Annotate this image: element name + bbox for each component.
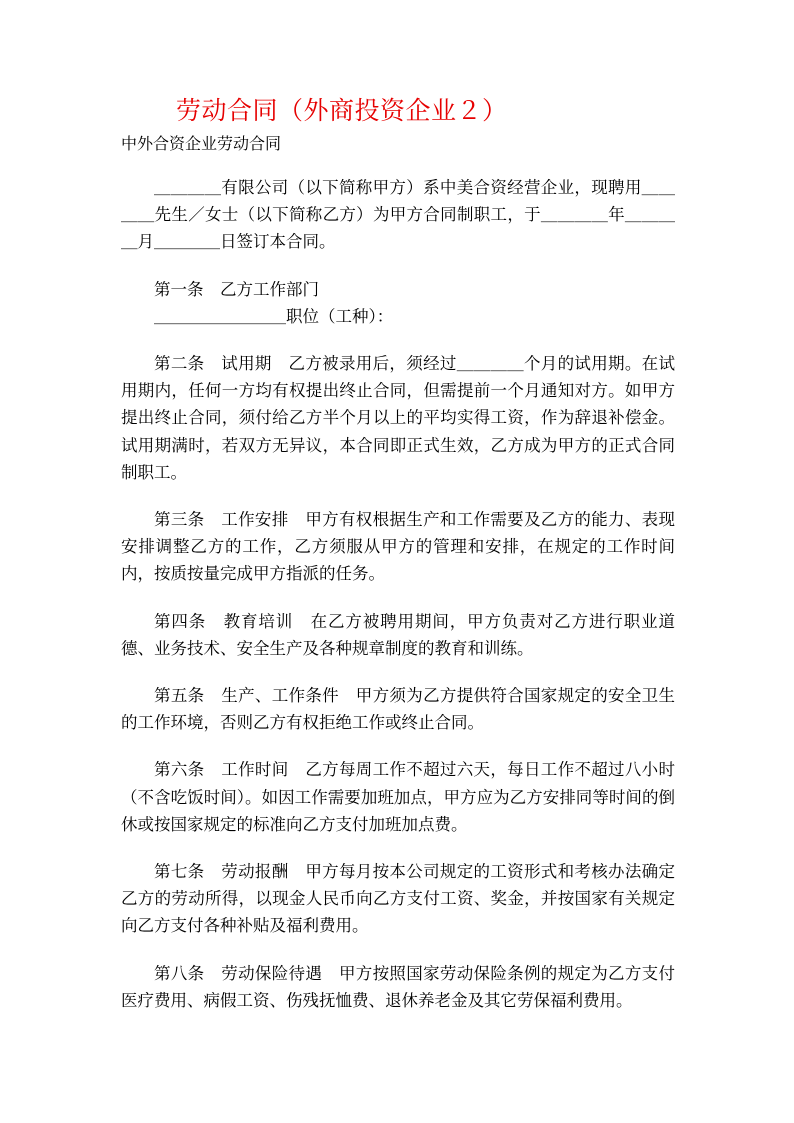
article-1 xyxy=(121,276,675,330)
article-8: 第八条 劳动保险待遇 甲方按照国家劳动保险条例的规定为乙方支付医疗费用、病假工资、伤残抚恤费、退休养老金及其它劳保福利费用。 xyxy=(121,963,675,1010)
article-6: 第六条 工作时间 乙方每周工作不超过六天，每日工作不超过八小时（不含吃饭时间）。如因工作需要加班加点，甲方应为乙方安排同等时间的倒休或按国家规定的标准向乙方支付加班加点费。 xyxy=(121,760,675,834)
article-4: 第四条 教育培训 在乙方被聘用期间，甲方负责对乙方进行职业道德、业务技术、安全生产及各种规章制度的教育和训练。 xyxy=(121,611,675,658)
article-2: 第二条 试用期 乙方被录用后，须经过＿＿＿＿个月的试用期。在试用期内，任何一方均有权提出终止合同，但需提前一个月通知对方。如甲方提出终止合同，须付给乙方半个月以上的平均实得工资，作为辞退补偿金。试用期满时，若双方无异议，本合同即正式生效，乙方成为甲方的正式合同制职工。 xyxy=(121,354,675,482)
article-5: 第五条 生产、工作条件 甲方须为乙方提供符合国家规定的安全卫生的工作环境，否则乙方有权拒绝工作或终止合同。 xyxy=(121,686,675,733)
article-3: 第三条 工作安排 甲方有权根据生产和工作需要及乙方的能力、表现安排调整乙方的工作，乙方须服从甲方的管理和安排，在规定的工作时间内，按质按量完成甲方指派的任务。 xyxy=(121,510,675,584)
document-subtitle: 中外合资企业劳动合同 xyxy=(121,134,282,153)
intro-paragraph: ＿＿＿＿有限公司（以下简称甲方）系中美合资经营企业，现聘用＿＿＿＿先生／女士（以下简称乙方）为甲方合同制职工，于＿＿＿＿年＿＿＿＿月＿＿＿＿日签订本合同。 xyxy=(121,178,675,252)
article-1-line-1: 第一条 乙方工作部门 xyxy=(154,279,319,299)
article-1-line-2: ＿＿＿＿＿＿＿＿职位（工种）： xyxy=(154,306,394,326)
contract-body xyxy=(121,174,675,1034)
document-title: 劳动合同（外商投资企业２） xyxy=(176,96,508,125)
article-7: 第七条 劳动报酬 甲方每月按本公司规定的工资形式和考核办法确定乙方的劳动所得，以现金人民币向乙方支付工资、奖金，并按国家有关规定向乙方支付各种补贴及福利费用。 xyxy=(121,862,675,936)
